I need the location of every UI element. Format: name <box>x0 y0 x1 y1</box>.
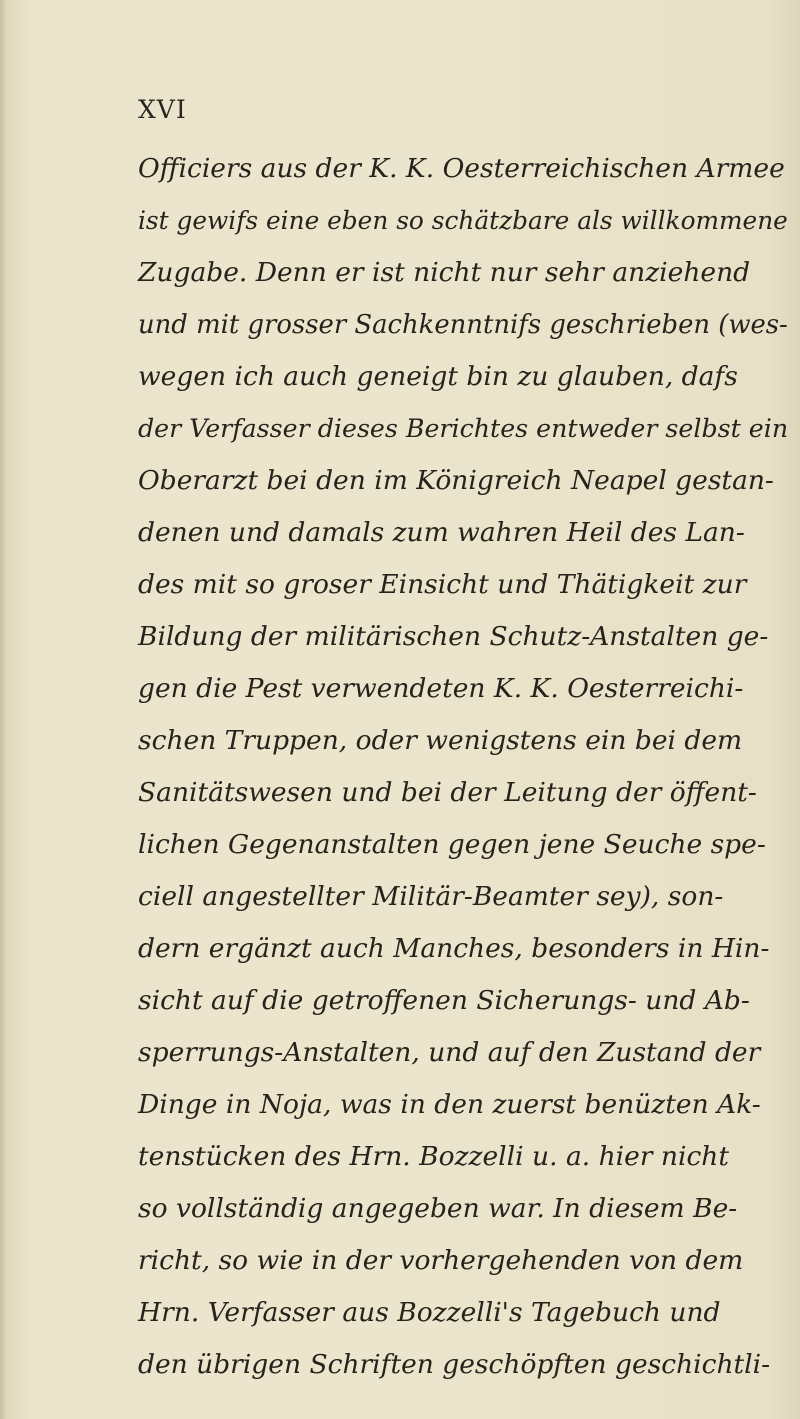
text-line: Dinge in Noja, was in den zuerst benüzten Ak- <box>138 1089 761 1120</box>
text-line: dern ergänzt auch Manches, besonders in Hin- <box>138 933 770 964</box>
text-line: richt, so wie in der vorhergehenden von dem <box>138 1245 744 1276</box>
text-line: Bildung der militärischen Schutz-Anstalten ge- <box>138 621 769 652</box>
text-line: ist gewifs eine eben so schätzbare als willkommene <box>138 206 788 235</box>
text-line: der Verfasser dieses Berichtes entweder selbst ein <box>138 414 789 443</box>
text-line: Officiers aus der K. K. Oesterreichischen Armee <box>138 153 785 184</box>
text-line: lichen Gegenanstalten gegen jene Seuche spe- <box>138 829 766 860</box>
text-line: gen die Pest verwendeten K. K. Oesterreichi- <box>138 673 744 704</box>
page-number-header: XVI <box>138 95 187 124</box>
page-edge-shadow <box>0 0 8 1419</box>
text-line: wegen ich auch geneigt bin zu glauben, dafs <box>138 361 738 392</box>
text-line: den übrigen Schriften geschöpften geschichtli- <box>138 1349 771 1380</box>
text-line: tenstücken des Hrn. Bozzelli u. a. hier nicht <box>138 1141 730 1172</box>
text-line: Oberarzt bei den im Königreich Neapel gestan- <box>138 465 774 496</box>
text-line: des mit so groser Einsicht und Thätigkeit zur <box>138 569 747 600</box>
text-line: Hrn. Verfasser aus Bozzelli's Tagebuch und <box>138 1297 721 1328</box>
text-line: so vollständig angegeben war. In diesem Be- <box>138 1193 738 1224</box>
text-line: ciell angestellter Militär-Beamter sey), son- <box>138 881 724 912</box>
text-line: schen Truppen, oder wenigstens ein bei dem <box>138 725 743 756</box>
text-line: sperrungs-Anstalten, und auf den Zustand der <box>138 1037 761 1068</box>
text-line: sicht auf die getroffenen Sicherungs- und Ab- <box>138 985 750 1016</box>
text-line: und mit grosser Sachkenntnifs geschrieben (wes- <box>138 310 788 340</box>
text-line: denen und damals zum wahren Heil des Lan- <box>138 517 745 548</box>
text-line: Sanitätswesen und bei der Leitung der öffent- <box>138 777 757 808</box>
body-text <box>138 150 788 1398</box>
text-line: Zugabe. Denn er ist nicht nur sehr anziehend <box>138 257 751 288</box>
